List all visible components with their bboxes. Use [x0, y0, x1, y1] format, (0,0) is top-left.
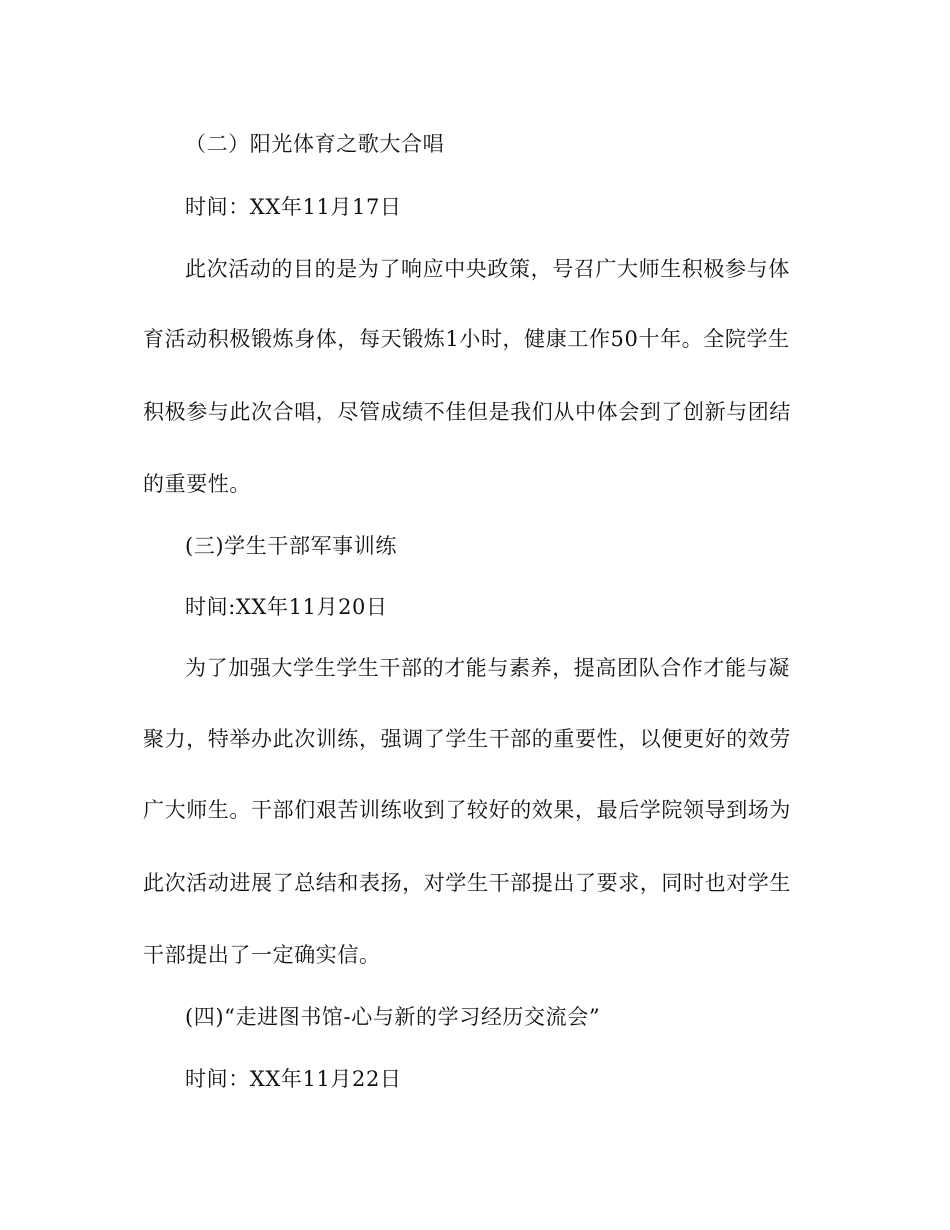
event-time: 时间:XX年11月20日	[185, 595, 388, 619]
paragraph-line: 的重要性。	[143, 472, 251, 496]
paragraph-line: 育活动积极锻炼身体，每天锻炼1小时，健康工作50十年。全院学生	[143, 327, 790, 351]
paragraph-line: 干部提出了一定确实信。	[143, 943, 381, 967]
paragraph-line: 此次活动的目的是为了响应中央政策，号召广大师生积极参与体	[185, 257, 790, 281]
paragraph-line: 此次活动进展了总结和表扬，对学生干部提出了要求，同时也对学生	[143, 871, 791, 895]
paragraph-line: 积极参与此次合唱，尽管成绩不佳但是我们从中体会到了创新与团结	[143, 400, 791, 424]
event-time: 时间：XX年11月22日	[185, 1067, 402, 1091]
section-heading: (四)“走进图书馆-心与新的学习经历交流会”	[185, 1005, 601, 1029]
paragraph-line: 为了加强大学生学生干部的才能与素养，提高团队合作才能与凝	[185, 656, 790, 680]
paragraph-line: 聚力，特举办此次训练，强调了学生干部的重要性，以便更好的效劳	[143, 727, 791, 751]
paragraph-line: 广大师生。干部们艰苦训练收到了较好的效果，最后学院领导到场为	[143, 798, 791, 822]
event-time: 时间：XX年11月17日	[185, 195, 402, 219]
section-heading: （二）阳光体育之歌大合唱	[185, 132, 445, 156]
section-heading: (三)学生干部军事训练	[185, 534, 397, 558]
